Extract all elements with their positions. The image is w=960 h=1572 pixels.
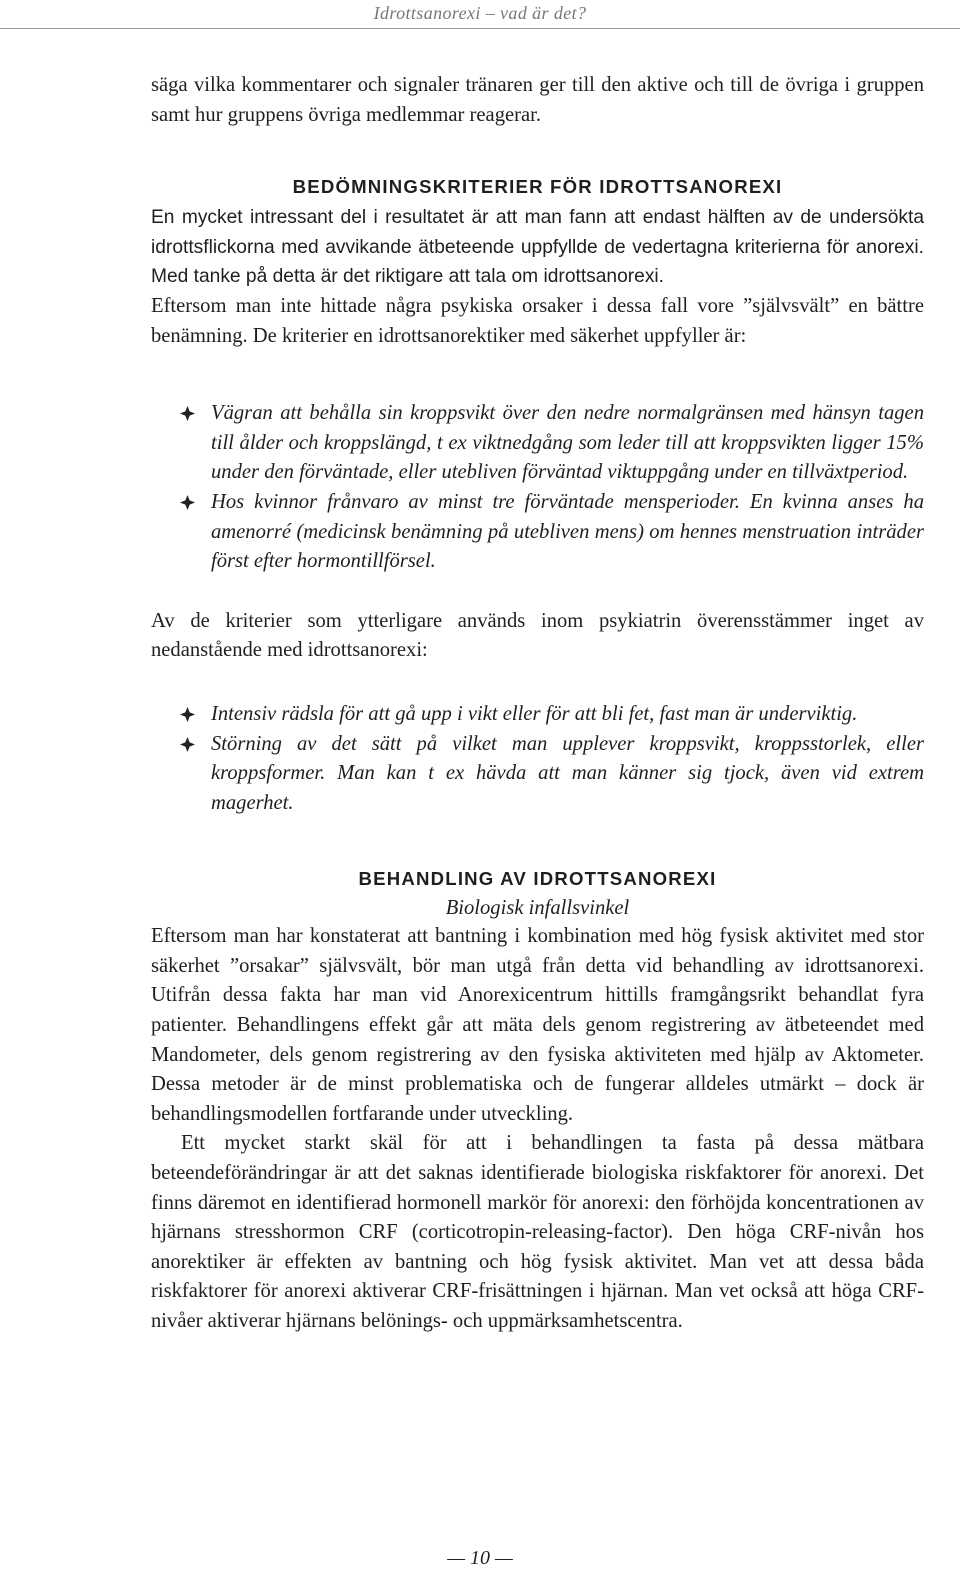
section-subheading: Biologisk infallsvinkel — [445, 897, 630, 920]
intro-paragraph: säga vilka kommentarer och signaler tränaren ger till den aktive och till de övriga i gruppen samt hur gruppens övriga medlemmar reagerar. — [151, 74, 924, 126]
list-item-text: Intensiv rädsla för att gå upp i vikt eller för att bli fet, fast man är underviktig. — [211, 702, 858, 725]
diamond-bullet-icon — [180, 495, 195, 510]
list-item — [151, 399, 924, 488]
section-heading-criteria: BEDÖMNINGSKRITERIER FÖR IDROTTSANOREXI — [292, 176, 783, 198]
list-item-text: Vägran att behålla sin kroppsvikt över den nedre normalgränsen med hänsyn tagen till ålder och kroppslängd, t ex viktnedgång som leder till att kroppsvikten ligger 15% under den förväntade, eller utebliven förväntad viktuppgång under en tillväxtperiod. — [211, 402, 924, 484]
criteria-list — [151, 399, 924, 577]
treatment-paragraph-2: Ett mycket starkt skäl för att i behandlingen ta fasta på dessa mätbara beteendeförändringar är att det saknas identifierade biologiska riskfaktorer för anorexi. Det finns däremot en identifierad hormonell markör för anorexi: den förhöjda koncentrationen av hjärnans stresshormon CRF (corticotropin-releasing-factor). Den höga CRF-nivån hos anorektiker är effekten av bantning och hög fysisk aktivitet. Man vet att dessa båda riskfaktorer för anorexi aktiverar CRF-frisättningen i hjärnan. Man vet också att höga CRF-nivåer aktiverar hjärnans belönings- och uppmärksamhetscentra. — [151, 1132, 924, 1332]
diamond-bullet-icon — [180, 406, 195, 421]
list-item-text: Hos kvinnor frånvaro av minst tre förväntade mensperioder. En kvinna anses ha amenorré (medicinsk benämning på utebliven mens) om hennes menstruation inträder först efter hormontillförsel. — [211, 490, 924, 573]
additional-criteria-paragraph: Av de kriterier som ytterligare används inom psykiatrin överensstämmer inget av nedanstående med idrottsanorexi: — [151, 609, 924, 662]
diamond-bullet-icon — [180, 737, 195, 752]
diamond-bullet-icon — [180, 707, 195, 722]
criteria-paragraph-sans: En mycket intressant del i resultatet är att man fann att endast hälften av de undersökta idrottsflickorna med avvikande ätbeteende uppfyllde de vedertagna kriterierna för anorexi. Med tanke på detta är det riktigare att tala om idrottsanorexi. — [151, 207, 924, 288]
page-number: — 10 — — [447, 1547, 513, 1569]
page-body — [151, 71, 924, 1337]
treatment-paragraph: Eftersom man har konstaterat att bantning i kombination med hög fysisk aktivitet med stor säkerhet ”orsakar” självsvält, bör man utgå från detta vid behandling av idrottsanorexi. Utifrån dessa fakta har man vid Anorexicentrum hittills framgångsrikt behandlat fyra patienter. Behandlingens effekt går att mäta dels genom registrering av ätbeteendet med Mandometer, dels genom registrering av den fysiska aktiviteten med hjälp av Aktometer. Dessa metoder är de minst problematiska och de fungerar alldeles utmärkt – dock är behandlingsmodellen fortfarande under utveckling. — [151, 925, 924, 1125]
list-item — [151, 700, 924, 730]
section-heading-treatment: BEHANDLING AV IDROTTSANOREXI — [358, 868, 717, 890]
criteria-paragraph: Eftersom man inte hittade några psykiska orsaker i dessa fall vore ”självsvält” en bättre benämning. De kriterier en idrottsanorektiker med säkerhet uppfyller är: — [151, 294, 924, 347]
list-item — [151, 488, 924, 577]
excluded-criteria-list — [151, 700, 924, 818]
list-item-text: Störning av det sätt på vilket man upplever kroppsvikt, kroppsstorlek, eller kroppsformer. Man kan t ex hävda att man känner sig tjock, även vid extrem magerhet. — [211, 732, 924, 814]
list-item — [151, 730, 924, 819]
running-header: Idrottsanorexi – vad är det? — [0, 0, 960, 29]
